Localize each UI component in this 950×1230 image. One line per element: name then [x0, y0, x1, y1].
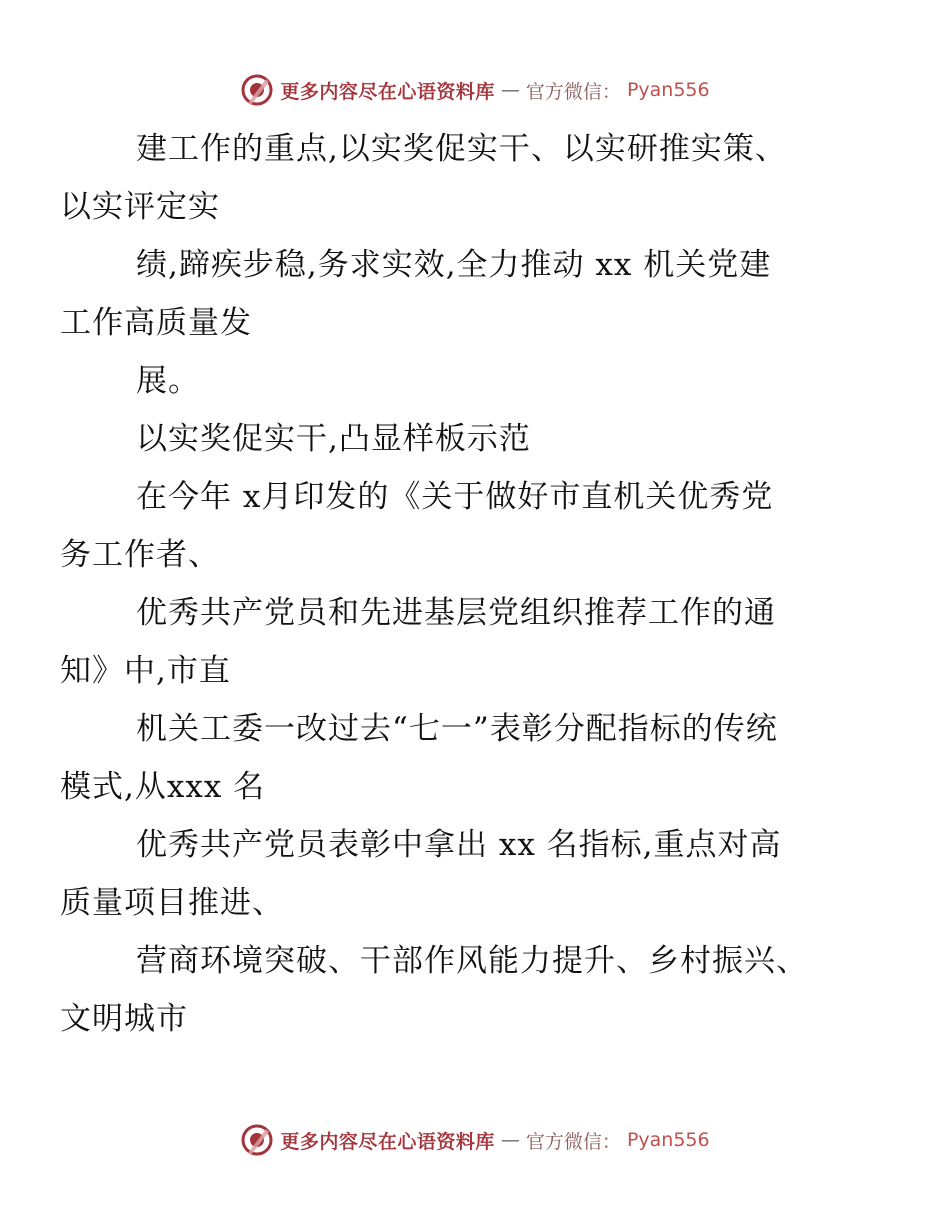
footer-banner — [0, 1120, 950, 1160]
line-text: 在今年 x月印发的《关于做好市直机关优秀党 — [136, 479, 774, 515]
line-continuation: 工作高质量发 — [60, 305, 252, 341]
line-text: 优秀共产党员表彰中拿出 xx 名指标,重点对高 — [136, 827, 782, 863]
banner-wechat-label: 官方微信： — [525, 1130, 621, 1153]
line-continuation: 务工作者、 — [60, 537, 220, 573]
line-continuation: 质量项目推进、 — [60, 885, 284, 921]
banner-wechat-id: Pyan556 — [626, 79, 710, 101]
paragraph-line — [60, 120, 868, 236]
line-continuation: 以实评定实 — [60, 189, 220, 225]
paragraph-line — [60, 584, 868, 700]
line-text: 建工作的重点,以实奖促实干、以实研推实策、 — [136, 131, 787, 167]
paragraph-line — [60, 700, 868, 816]
paragraph-line — [98, 352, 868, 410]
line-text: 以实奖促实干,凸显样板示范 — [136, 421, 531, 457]
line-text: 优秀共产党员和先进基层党组织推荐工作的通 — [136, 595, 776, 631]
line-continuation: 文明城市 — [60, 1001, 188, 1037]
paragraph-line — [60, 932, 868, 1048]
pen-logo-icon — [240, 73, 274, 107]
banner-wechat-id: Pyan556 — [626, 1129, 710, 1151]
paragraph-line — [60, 468, 868, 584]
line-text: 机关工委一改过去“七一”表彰分配指标的传统 — [136, 711, 778, 747]
header-banner — [0, 70, 950, 110]
banner-title: 更多内容尽在心语资料库 — [280, 1130, 495, 1153]
document-body — [60, 120, 868, 1048]
banner-title: 更多内容尽在心语资料库 — [280, 80, 495, 103]
line-text: 营商环境突破、干部作风能力提升、乡村振兴、 — [136, 943, 808, 979]
paragraph-line — [60, 816, 868, 932]
line-continuation: 模式,从xxx 名 — [60, 769, 266, 805]
line-text: 展。 — [136, 363, 200, 399]
line-text: 绩,蹄疾步稳,务求实效,全力推动 xx 机关党建 — [136, 247, 772, 283]
pen-logo-icon — [240, 1123, 274, 1157]
banner-separator: — — [500, 79, 520, 101]
paragraph-line — [60, 236, 868, 352]
banner-wechat-label: 官方微信： — [525, 80, 621, 103]
line-continuation: 知》中,市直 — [60, 653, 231, 689]
section-heading — [98, 410, 868, 468]
banner-separator: — — [500, 1129, 520, 1151]
